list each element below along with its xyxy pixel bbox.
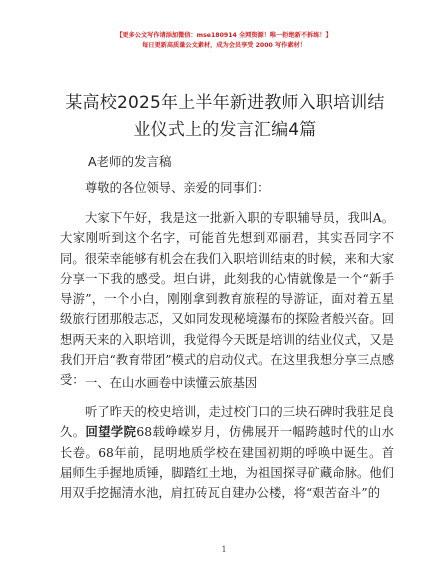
section-heading-1: 一、在山水画卷中读懂云旅基因 [85, 376, 258, 390]
paragraph2-text-b: 68载峥嵘岁月，仿佛展开一幅跨越时代的山水长卷。68年前，昆明地质学校在建国初期的呼唤中诞生。首届师生手握地质锤，脚踏红土地，为祖国探寻矿藏命脉。他们用双手挖掘清水池，肩扛砖瓦自建办公楼，将“艰苦奋斗”的 [60, 425, 394, 501]
greeting: 尊敬的各位领导、亲爱的同事们： [85, 181, 270, 195]
paragraph2-bold-text: 回望学院 [85, 425, 137, 440]
page-number: 1 [221, 545, 227, 554]
body-paragraph-2 [60, 402, 394, 503]
promo-banner-line2: 每日更新高质量公文素材，成为会员享受 2000 写作素材！ [142, 42, 306, 49]
body-paragraph-1: 大家下午好，我是这一批新入职的专职辅导员，我叫A。大家刚听到这个名字，可能首先想到邓丽君，其实吾同字不同。很荣幸能够有机会在我们入职培训结束的时候，来和大家分享一下我的感受。坦白讲，此刻我的心情就像是一个“新手导游”，一个小白，刚刚拿到教育旅程的导游证，面对着五星级旅行团那般志忑，又如同发现秘境瀑布的探险者般兴奋。回想两天来的入职培训，我觉得今天既是培训的结业仪式，又是我们开启“教育带团”模式的启动仪式。在这里我想分享三点感受： [60, 211, 394, 388]
paragraph2-text-a: 听了昨天的校史培训，走过校门口的三块石碑时我驻足良久。 [60, 405, 394, 440]
document-title: 某高校2025年上半年新进教师入职培训结业仪式上的发言汇编4篇 [65, 93, 385, 140]
promo-banner-line1: 【更多公文写作请添加微信：mse180914 全网资源！唯一拒绝新不拆练！】 [116, 32, 332, 39]
speech-subtitle: A老师的发言稿 [88, 154, 172, 169]
